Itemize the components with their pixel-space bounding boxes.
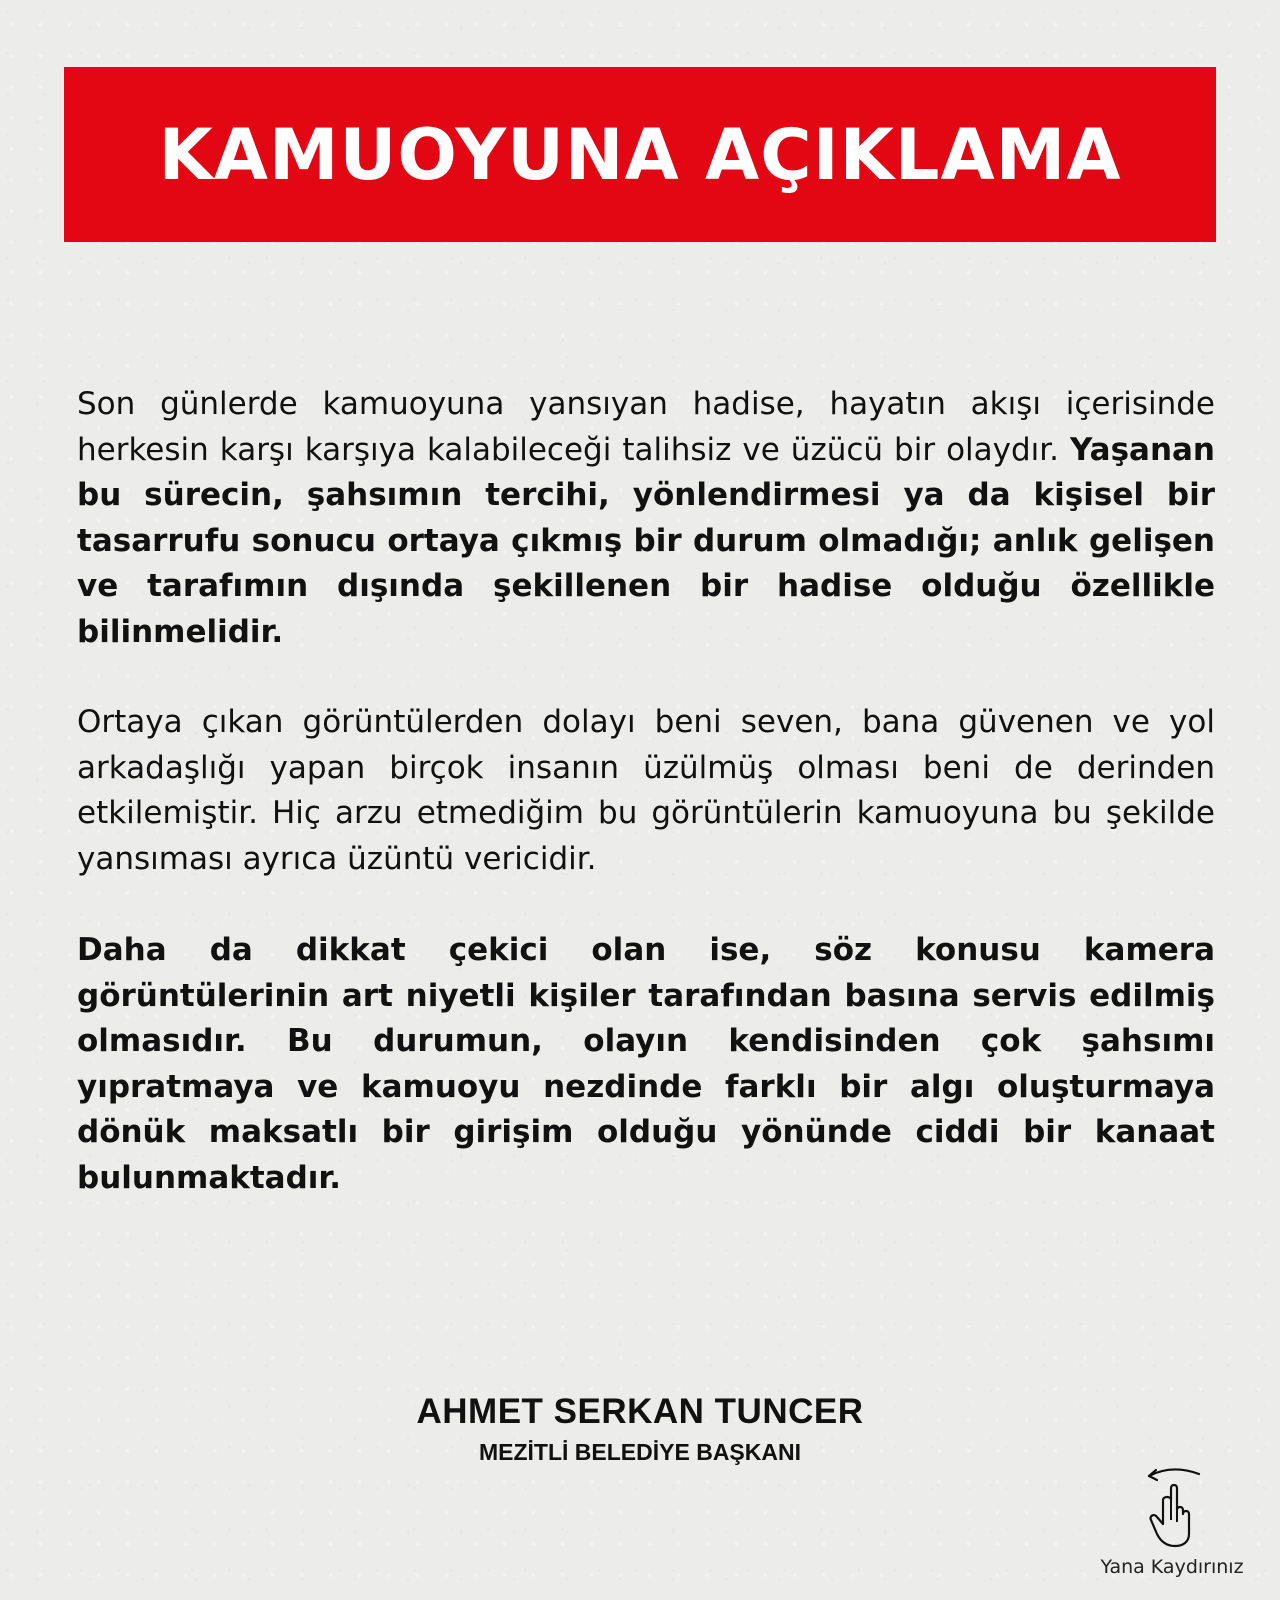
- page-title: KAMUOYUNA AÇIKLAMA: [158, 113, 1122, 196]
- signature-block: [0, 1390, 1280, 1468]
- paragraph-1: [77, 382, 1215, 655]
- swipe-hand-icon: [1137, 1460, 1207, 1550]
- swipe-hint-label: Yana Kaydırınız: [1100, 1556, 1244, 1578]
- swipe-hint[interactable]: [1082, 1460, 1262, 1578]
- header-banner: [64, 67, 1216, 242]
- signature-title: MEZİTLİ BELEDİYE BAŞKANI: [478, 1439, 801, 1465]
- signature-name: AHMET SERKAN TUNCER: [416, 1392, 864, 1431]
- paragraph-3: Daha da dikkat çekici olan ise, söz konusu kamera görüntülerinin art niyetli kişiler tarafından basına servis edilmiş olmasıdır. Bu durumun, olayın kendisinden çok şahsımı yıpratmaya ve kamuoyu nezdinde farklı bir algı oluşturmaya dönük maksatlı bir girişim olduğu yönünde ciddi bir kanaat bulunmaktadır.: [77, 932, 1215, 1196]
- paragraph-2: Ortaya çıkan görüntülerden dolayı beni seven, bana güvenen ve yol arkadaşlığı yapan birçok insanın üzülmüş olması beni de derinden etkilemiştir. Hiç arzu etmediğim bu görüntülerin kamuoyuna bu şekilde yansıması ayrıca üzüntü vericidir.: [77, 704, 1215, 877]
- paragraph-1-bold: Yaşanan bu sürecin, şahsımın tercihi, yönlendirmesi ya da kişisel bir tasarrufu sonucu ortaya çıkmış bir durum olmadığı; anlık gelişen ve tarafımın dışında şekillenen bir hadise olduğu özellikle bilinmelidir.: [77, 431, 1215, 650]
- paragraph-1-regular: Son günlerde kamuoyuna yansıyan hadise, hayatın akışı içerisinde herkesin karşı karşıya kalabileceği talihsiz ve üzücü bir olaydır.: [77, 386, 1215, 468]
